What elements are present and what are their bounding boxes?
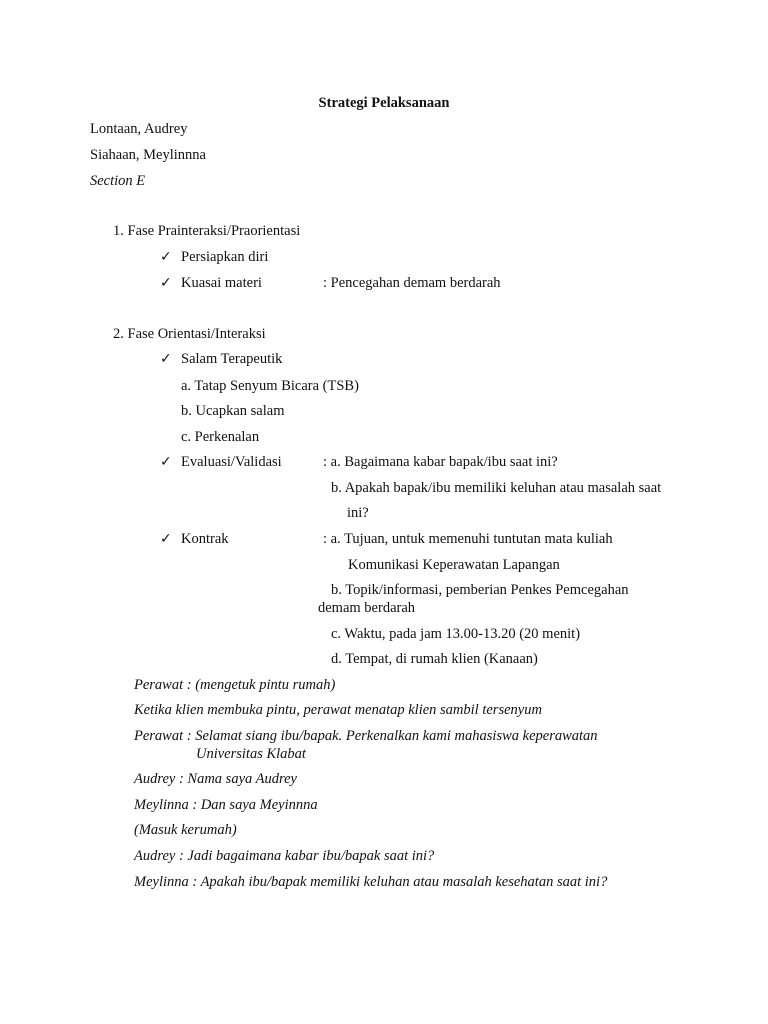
check-icon: ✓ xyxy=(160,454,172,470)
check-icon: ✓ xyxy=(160,351,172,367)
salam-sub-item: a. Tatap Senyum Bicara (TSB) xyxy=(181,378,359,394)
kontrak-line: c. Waktu, pada jam 13.00-13.20 (20 menit) xyxy=(331,626,581,642)
check-icon: ✓ xyxy=(160,249,172,265)
salam-sub-item: b. Ucapkan salam xyxy=(181,403,285,419)
phase1-item-label: Kuasai materi xyxy=(181,275,262,291)
check-icon: ✓ xyxy=(160,275,172,291)
author-name: Lontaan, Audrey xyxy=(90,121,188,137)
dialogue-line: Perawat : Selamat siang ibu/bapak. Perkenalkan kami mahasiswa keperawatan xyxy=(134,728,598,744)
phase1-heading: 1. Fase Prainteraksi/Praorientasi xyxy=(113,223,301,239)
evaluasi-line: : a. Bagaimana kabar bapak/ibu saat ini? xyxy=(323,454,558,470)
dialogue-line: Meylinna : Apakah ibu/bapak memiliki keluhan atau masalah kesehatan saat ini? xyxy=(134,874,608,890)
kontrak-line: Komunikasi Keperawatan Lapangan xyxy=(348,557,560,573)
dialogue-line: Audrey : Jadi bagaimana kabar ibu/bapak saat ini? xyxy=(134,848,435,864)
dialogue-line: (Masuk kerumah) xyxy=(134,822,237,838)
evaluasi-line: ini? xyxy=(347,505,369,521)
dialogue-line: Ketika klien membuka pintu, perawat menatap klien sambil tersenyum xyxy=(134,702,542,718)
kontrak-line: : a. Tujuan, untuk memenuhi tuntutan mata kuliah xyxy=(323,531,613,547)
section-label: Section E xyxy=(90,173,146,189)
document-title: Strategi Pelaksanaan xyxy=(318,95,450,111)
evaluasi-label: Evaluasi/Validasi xyxy=(181,454,282,470)
kontrak-line: d. Tempat, di rumah klien (Kanaan) xyxy=(331,651,538,667)
kontrak-label: Kontrak xyxy=(181,531,229,547)
kontrak-line: b. Topik/informasi, pemberian Penkes Pemcegahan xyxy=(331,582,629,598)
salam-sub-item: c. Perkenalan xyxy=(181,429,260,445)
phase2-heading: 2. Fase Orientasi/Interaksi xyxy=(113,326,266,342)
kontrak-line: demam berdarah xyxy=(318,600,416,616)
author-name: Siahaan, Meylinnna xyxy=(90,147,206,163)
check-icon: ✓ xyxy=(160,531,172,547)
salam-label: Salam Terapeutik xyxy=(181,351,283,367)
dialogue-line: Perawat : (mengetuk pintu rumah) xyxy=(134,677,336,693)
dialogue-line: Meylinna : Dan saya Meyinnna xyxy=(134,797,318,813)
evaluasi-line: b. Apakah bapak/ibu memiliki keluhan atau masalah saat xyxy=(331,480,662,496)
dialogue-line: Audrey : Nama saya Audrey xyxy=(134,771,297,787)
dialogue-line: Universitas Klabat xyxy=(196,746,306,762)
phase1-item-label: Persiapkan diri xyxy=(181,249,269,265)
phase1-item-value: : Pencegahan demam berdarah xyxy=(323,275,501,291)
